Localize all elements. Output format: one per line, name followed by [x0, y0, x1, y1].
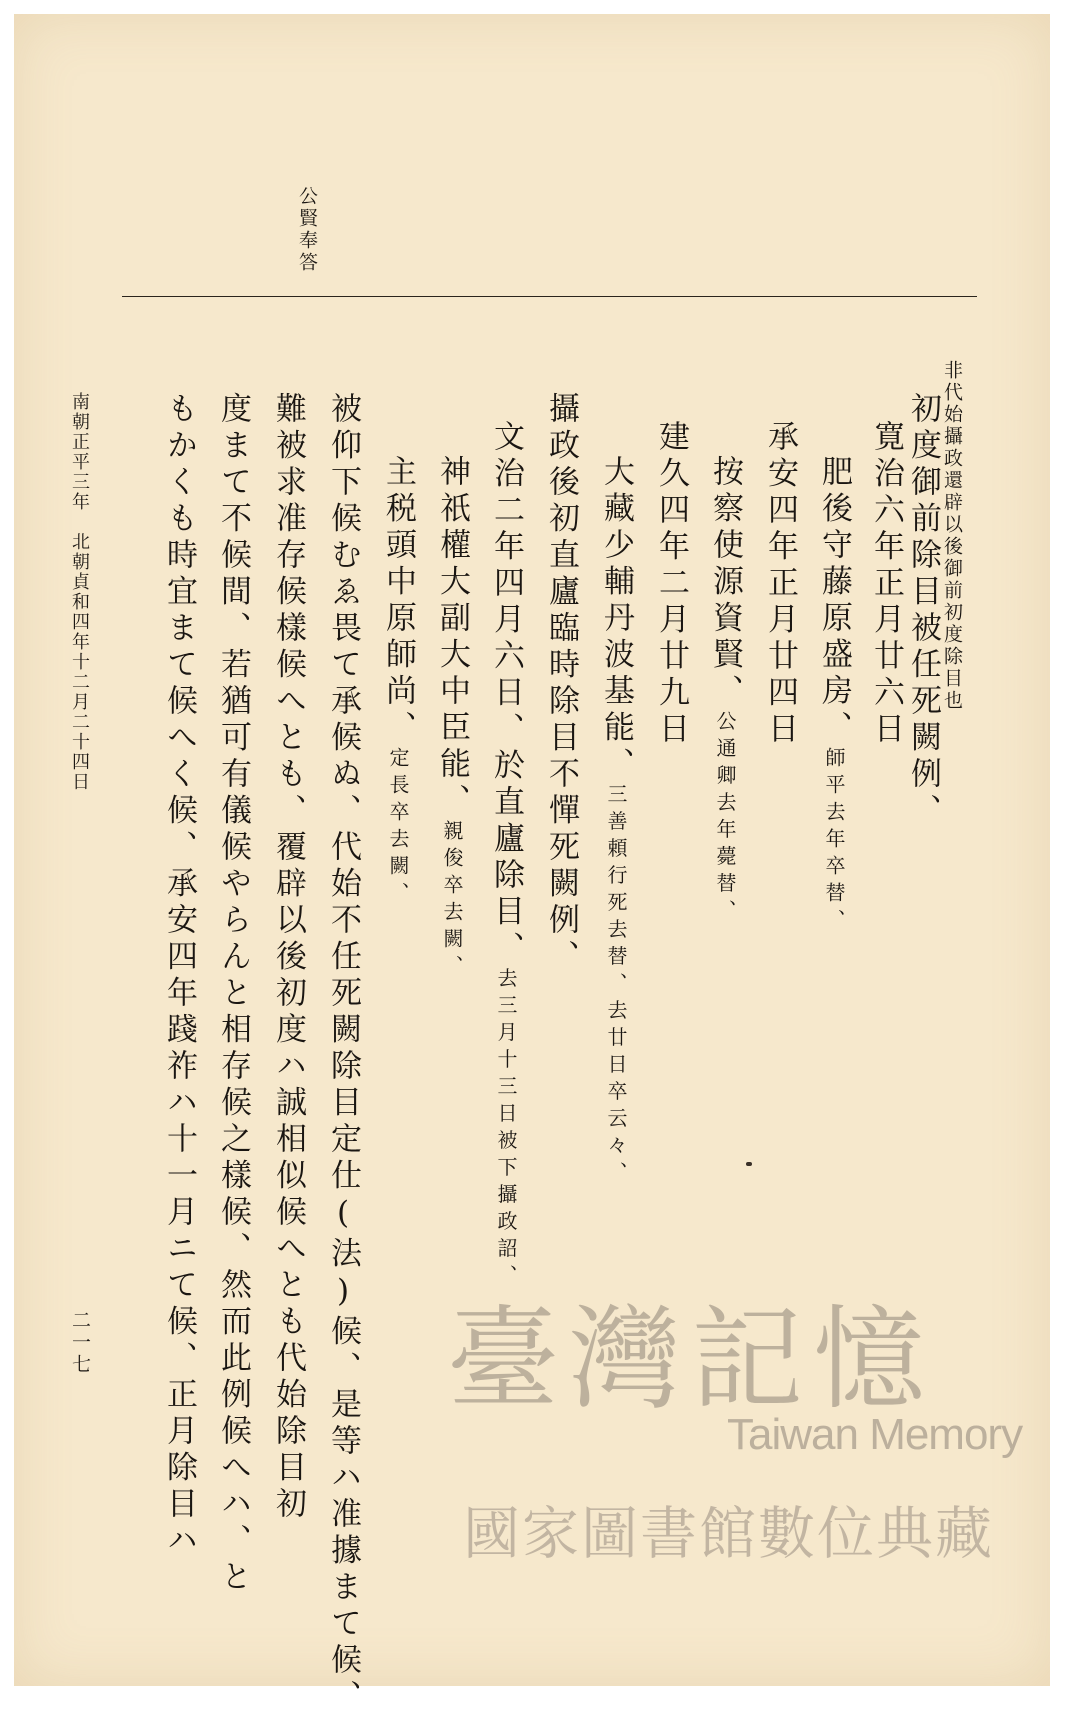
- text-column: [707, 455, 743, 927]
- watermark-english: Taiwan Memory: [727, 1410, 1023, 1459]
- column-annotation: 定長卒去闕、: [386, 747, 410, 909]
- column-main-text: 肥後守藤原盛房、: [816, 455, 852, 747]
- text-column: [161, 392, 197, 1560]
- text-column: [762, 420, 798, 749]
- running-head: 公賢奉答: [296, 186, 318, 274]
- column-annotation: 師平去年卒替、: [822, 747, 846, 936]
- column-main-text: 度まて不候間、若猶可有儀候やらんと相存候之樣候、然而此例候へハ、と: [215, 392, 251, 1597]
- column-main-text: 文治二年四月六日、於直廬除目、: [488, 420, 524, 968]
- text-column: [270, 392, 306, 1524]
- text-column: [598, 455, 634, 1189]
- column-main-text: 寛治六年正月廿六日: [868, 420, 904, 749]
- text-column: [488, 420, 524, 1292]
- watermark-library: 國家圖書館數位典藏: [463, 1501, 994, 1567]
- text-column: [816, 455, 852, 936]
- text-column: [325, 392, 361, 1716]
- text-column: [905, 392, 941, 830]
- text-column: [653, 420, 689, 749]
- column-main-text: 難被求准存候樣候へとも、覆辟以後初度ハ誠相似候へとも代始除目初: [270, 392, 306, 1524]
- text-column: [434, 455, 470, 982]
- text-column: [215, 392, 251, 1597]
- date-line: 南朝正平三年 北朝貞和四年十二月二十四日: [69, 392, 90, 792]
- column-annotation: 三善頼行死去替、去廿日卒云々、: [604, 783, 628, 1189]
- column-main-text: 初度御前除目被任死闕例、: [905, 392, 941, 830]
- column-main-text: 非代始攝政還辟以後御前初度除目也: [941, 360, 963, 712]
- text-column: [543, 392, 579, 976]
- text-column: [868, 420, 904, 749]
- column-main-text: 建久四年二月廿九日: [653, 420, 689, 749]
- column-main-text: 大藏少輔丹波基能、: [598, 455, 634, 784]
- text-column: [380, 455, 416, 909]
- page-number: 二一七: [69, 1310, 91, 1376]
- column-main-text: 被仰下候むゑ畏て承候ぬ、代始不任死闕除目定仕(法)候、是等ハ准據まて候、: [325, 392, 361, 1716]
- column-main-text: もかくも時宜まて候へく候、承安四年踐祚ハ十一月ニて候、正月除目ハ: [161, 392, 197, 1560]
- column-main-text: 承安四年正月廿四日: [762, 420, 798, 749]
- column-annotation: 去三月十三日被下攝政詔、: [494, 967, 518, 1292]
- ink-speck: [746, 1162, 752, 1166]
- text-column: [942, 360, 961, 712]
- column-annotation: 親俊卒去闕、: [440, 820, 464, 982]
- watermark-kanji: 臺灣記憶: [447, 1295, 935, 1425]
- column-annotation: 公通卿去年薨替、: [713, 710, 737, 927]
- column-main-text: 主税頭中原師尚、: [380, 455, 416, 747]
- column-main-text: 按察使源資賢、: [707, 455, 743, 711]
- header-rule: [122, 296, 977, 297]
- column-main-text: 攝政後初直廬臨時除目不憚死闕例、: [543, 392, 579, 976]
- column-main-text: 神祇權大副大中臣能、: [434, 455, 470, 820]
